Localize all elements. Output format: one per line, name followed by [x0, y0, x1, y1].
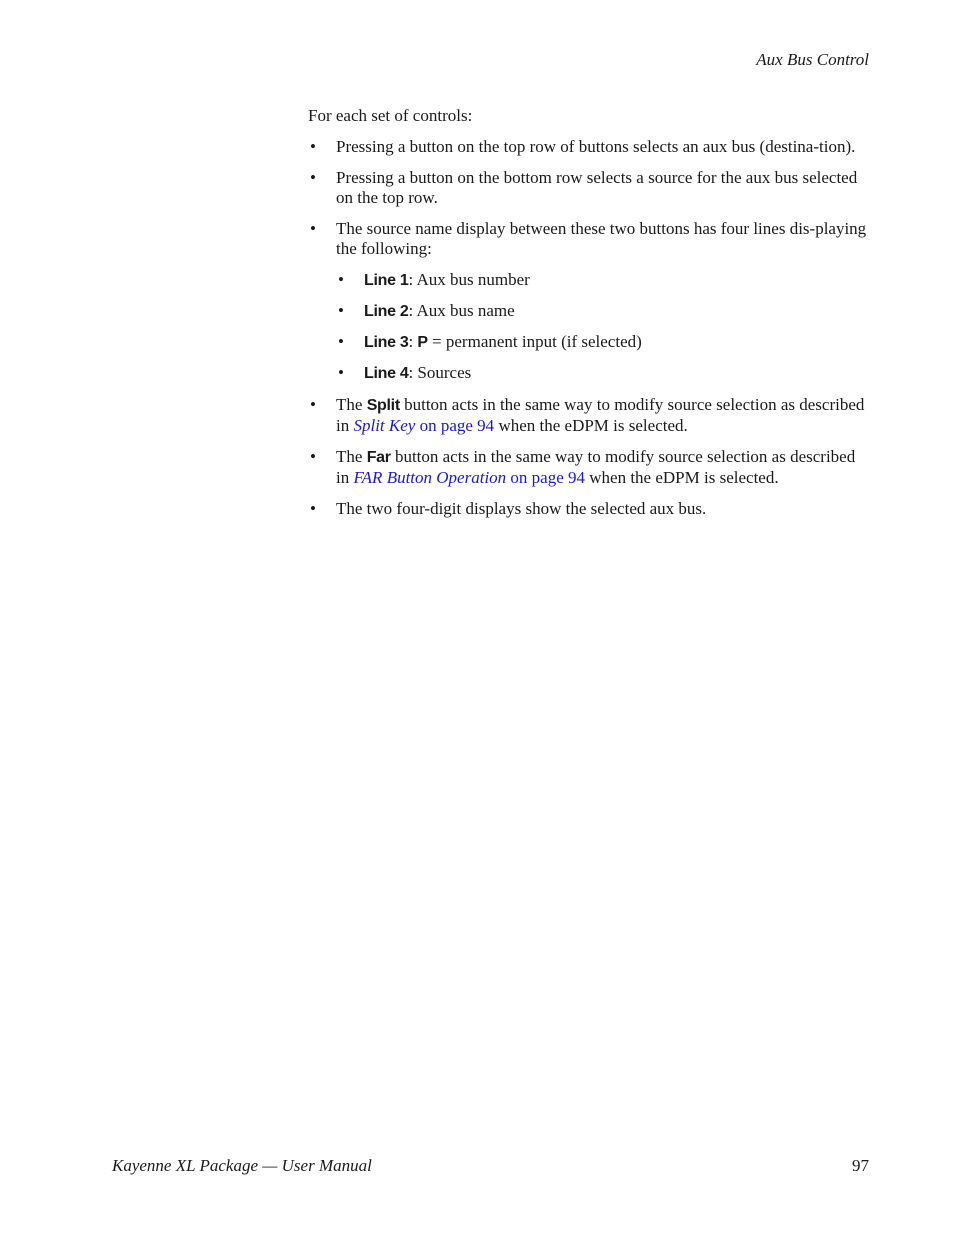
list-item-text: button acts in the same way to modify source selection as described in — [336, 447, 856, 487]
list-item-text: Pressing a button on the top row of buttons selects an aux bus (destina-tion). — [336, 137, 856, 156]
line-description: : Aux bus number — [408, 270, 530, 289]
running-header: Aux Bus Control — [756, 50, 869, 69]
list-item — [308, 168, 870, 208]
list-item-text: The — [336, 395, 367, 414]
list-item-text: The — [336, 447, 367, 466]
line-keyword: Line 4 — [364, 365, 409, 382]
far-button-keyword: Far — [366, 449, 391, 466]
list-item — [308, 499, 870, 519]
intro-paragraph: For each set of controls: — [308, 106, 473, 125]
list-item — [308, 219, 870, 384]
line-description: : Aux bus name — [408, 301, 515, 320]
sub-list-item — [336, 363, 870, 384]
line-description: : Sources — [408, 363, 472, 382]
list-item-text: The source name display between these two buttons has four lines dis-playing the following: — [336, 219, 867, 258]
split-key-link-title: Split Key — [353, 416, 416, 435]
split-button-keyword: Split — [366, 397, 400, 414]
footer-page-number: 97 — [852, 1156, 869, 1175]
permanent-input-keyword: P — [417, 334, 428, 351]
list-item-text: button acts in the same way to modify source selection as described in — [336, 395, 865, 435]
line-separator: : — [408, 332, 418, 351]
sub-list-item — [336, 332, 870, 353]
page-body — [308, 106, 870, 530]
split-key-link-page: on page 94 — [415, 416, 495, 435]
display-lines-list — [336, 270, 870, 384]
line-keyword: Line 3 — [364, 334, 409, 351]
controls-list — [308, 137, 870, 519]
line-keyword: Line 1 — [364, 272, 409, 289]
line-keyword: Line 2 — [364, 303, 409, 320]
list-item — [308, 395, 870, 436]
far-button-operation-link-page: on page 94 — [506, 468, 586, 487]
far-button-operation-link[interactable] — [353, 468, 585, 487]
far-button-operation-link-title: FAR Button Operation — [353, 468, 507, 487]
sub-list-item — [336, 301, 870, 322]
sub-list-item — [336, 270, 870, 291]
list-item-text: Pressing a button on the bottom row selects a source for the aux bus selected on the top row. — [336, 168, 858, 207]
footer-document-title: Kayenne XL Package — User Manual — [112, 1156, 372, 1175]
list-item — [308, 447, 870, 488]
list-item-text: when the eDPM is selected. — [494, 416, 688, 435]
list-item-text: The two four-digit displays show the selected aux bus. — [336, 499, 707, 518]
list-item-text: when the eDPM is selected. — [585, 468, 779, 487]
split-key-link[interactable] — [353, 416, 494, 435]
list-item — [308, 137, 870, 157]
line-description: = permanent input (if selected) — [427, 332, 642, 351]
